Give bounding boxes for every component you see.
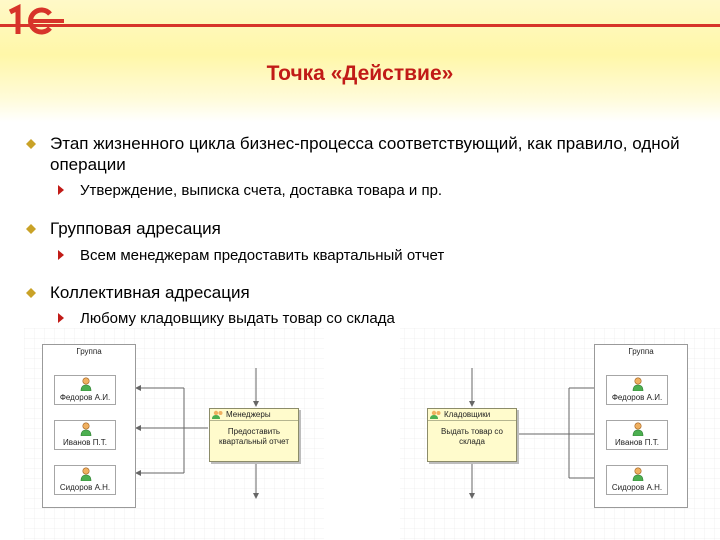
action-role: Кладовщики xyxy=(444,410,491,419)
person-name: Сидоров А.Н. xyxy=(611,483,663,492)
action-box[interactable] xyxy=(427,408,517,462)
action-header xyxy=(428,409,516,421)
logo-text: 1С xyxy=(6,4,8,5)
person-name: Сидоров А.Н. xyxy=(59,483,111,492)
person-box[interactable] xyxy=(54,420,116,450)
user-icon xyxy=(80,377,92,391)
person-name: Федоров А.И. xyxy=(59,393,111,402)
slide-title: Точка «Действие» xyxy=(266,62,454,85)
bullet-1-sub-1: Утверждение, выписка счета, доставка товара и пр. xyxy=(80,182,443,199)
user-icon xyxy=(632,422,644,436)
group-user-icon xyxy=(430,410,442,419)
bullet-3-text: Коллективная адресация xyxy=(50,283,250,302)
bullet-3-sub-1: Любому кладовщику выдать товар со склада xyxy=(80,310,395,327)
group-title: Группа xyxy=(76,347,102,356)
user-icon xyxy=(80,467,92,481)
person-box[interactable] xyxy=(606,420,668,450)
bullet-2-sub-1: Всем менеджерам предоставить квартальный отчет xyxy=(80,247,445,264)
sub-bullet-arrow-icon xyxy=(58,185,64,195)
person-name: Федоров А.И. xyxy=(611,393,663,402)
1c-logo-icon xyxy=(6,4,66,38)
person-box[interactable] xyxy=(54,375,116,405)
person-box[interactable] xyxy=(54,465,116,495)
sub-bullet-arrow-icon xyxy=(58,313,64,323)
process-diagrams xyxy=(24,328,720,540)
bullet-2-text: Групповая адресация xyxy=(50,219,221,238)
bullet-diamond-icon xyxy=(26,224,36,234)
user-icon xyxy=(80,422,92,436)
action-text: Выдать товар со склада xyxy=(441,427,503,446)
action-text: Предоставить квартальный отчет xyxy=(218,427,290,446)
header-band xyxy=(0,0,720,122)
header-accent-line xyxy=(0,24,720,27)
bullet-1-text: Этап жизненного цикла бизнес-процесса соответствующий, как правило, одной операции xyxy=(50,134,680,174)
bullet-diamond-icon xyxy=(26,288,36,298)
bullet-diamond-icon xyxy=(26,139,36,149)
person-name: Иванов П.Т. xyxy=(63,438,107,447)
person-box[interactable] xyxy=(606,375,668,405)
action-role: Менеджеры xyxy=(226,410,271,419)
action-box[interactable] xyxy=(209,408,299,462)
person-name: Иванов П.Т. xyxy=(615,438,659,447)
user-icon xyxy=(632,467,644,481)
person-box[interactable] xyxy=(606,465,668,495)
group-user-icon xyxy=(212,410,224,419)
group-title: Группа xyxy=(628,347,654,356)
sub-bullet-arrow-icon xyxy=(58,250,64,260)
user-icon xyxy=(632,377,644,391)
action-header xyxy=(210,409,298,421)
